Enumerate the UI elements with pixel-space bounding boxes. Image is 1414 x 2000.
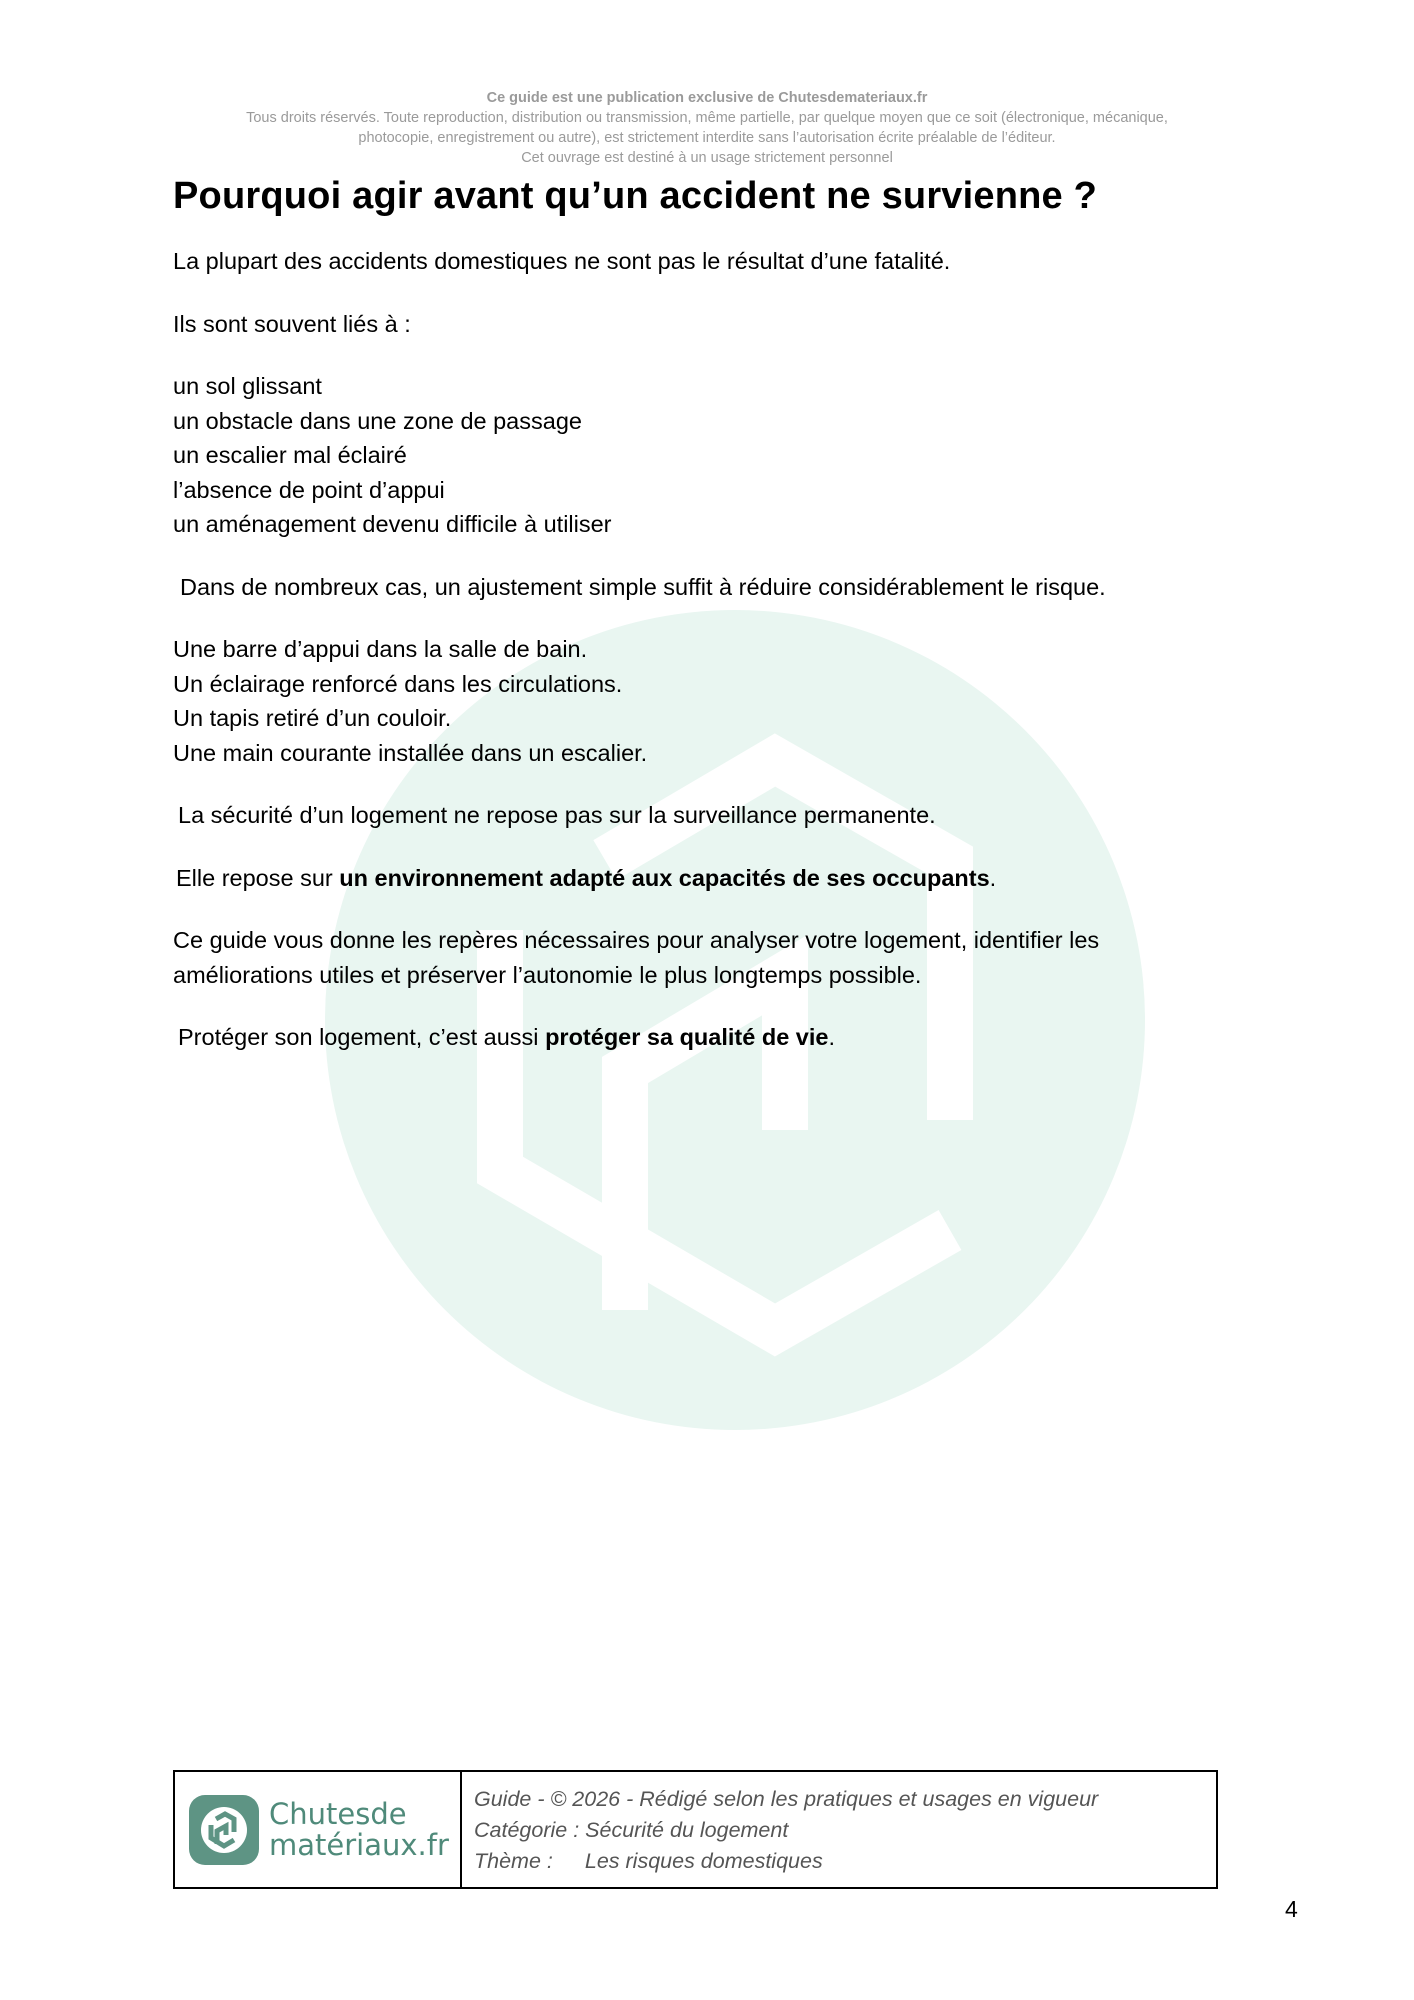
security-paragraph: La sécurité d’un logement ne repose pas sur la surveillance permanente.: [178, 802, 936, 828]
page-title: Pourquoi agir avant qu’un accident ne survienne ?: [173, 175, 1098, 217]
list-item: Une barre d’appui dans la salle de bain.: [173, 636, 588, 662]
list-item: Un éclairage renforcé dans les circulations.: [173, 670, 623, 697]
examples-list: [173, 632, 1233, 770]
brand-logo-icon: [189, 1795, 259, 1865]
guide-line-2: améliorations utiles et préserver l’autonomie le plus longtemps possible.: [173, 961, 922, 988]
protect-text: Protéger son logement, c’est aussi: [178, 1024, 546, 1050]
page-content: [173, 172, 1233, 1055]
list-item: un sol glissant: [173, 373, 322, 399]
copyright-line-4: Cet ouvrage est destiné à un usage strictement personnel: [521, 150, 893, 166]
protect-end: .: [828, 1024, 835, 1050]
causes-intro: Ils sont souvent liés à :: [173, 310, 411, 337]
repose-emphasis: un environnement adapté aux capacités de ses occupants: [339, 864, 990, 891]
brand-name-line-2: matériaux.fr: [269, 1827, 449, 1862]
intro-paragraph: La plupart des accidents domestiques ne sont pas le résultat d’une fatalité.: [173, 248, 951, 274]
repose-end: .: [989, 864, 997, 891]
guide-line-1: Ce guide vous donne les repères nécessaires pour analyser votre logement, identifier les: [173, 927, 1100, 953]
guide-paragraph: [173, 923, 1233, 992]
causes-list: [173, 369, 1233, 542]
footer-logo: [175, 1772, 462, 1887]
list-item: Un tapis retiré d’un couloir.: [173, 705, 452, 731]
protect-emphasis: protéger sa qualité de vie: [545, 1024, 829, 1050]
repose-paragraph: [173, 861, 1233, 896]
repose-text: Elle repose sur: [176, 864, 340, 891]
list-item: un aménagement devenu difficile à utiliser: [173, 511, 612, 537]
brand-name-line-1: Chutesde: [269, 1796, 407, 1831]
footer-box: [173, 1770, 1218, 1889]
copyright-line-1: Ce guide est une publication exclusive de Chutesdemateriaux.fr: [486, 90, 928, 106]
footer-theme-label: Thème :: [474, 1849, 553, 1873]
copyright-notice: [150, 88, 1264, 168]
footer-guide: Guide - © 2026 - Rédigé selon les pratiques et usages en vigueur: [474, 1787, 1099, 1811]
adjustment-paragraph: Dans de nombreux cas, un ajustement simple suffit à réduire considérablement le risque.: [180, 573, 1106, 600]
copyright-line-2: Tous droits réservés. Toute reproduction, distribution ou transmission, même partielle, par quelque moyen que ce soit (électronique, mécanique,: [246, 110, 1168, 126]
list-item: un obstacle dans une zone de passage: [173, 407, 582, 434]
page-number: 4: [1285, 1896, 1298, 1922]
copyright-line-3: photocopie, enregistrement ou autre), est strictement interdite sans l’autorisation écrite préalable de l’éditeur.: [358, 130, 1056, 146]
protect-paragraph: [173, 1020, 1233, 1055]
footer-category: Catégorie : Sécurité du logement: [474, 1818, 789, 1842]
list-item: Une main courante installée dans un escalier.: [173, 739, 648, 766]
footer-info: [462, 1772, 1216, 1887]
footer-theme: [474, 1846, 1204, 1877]
list-item: l’absence de point d’appui: [173, 476, 445, 503]
list-item: un escalier mal éclairé: [173, 442, 407, 468]
brand-name: [269, 1796, 449, 1862]
footer-theme-value: Les risques domestiques: [584, 1849, 823, 1873]
